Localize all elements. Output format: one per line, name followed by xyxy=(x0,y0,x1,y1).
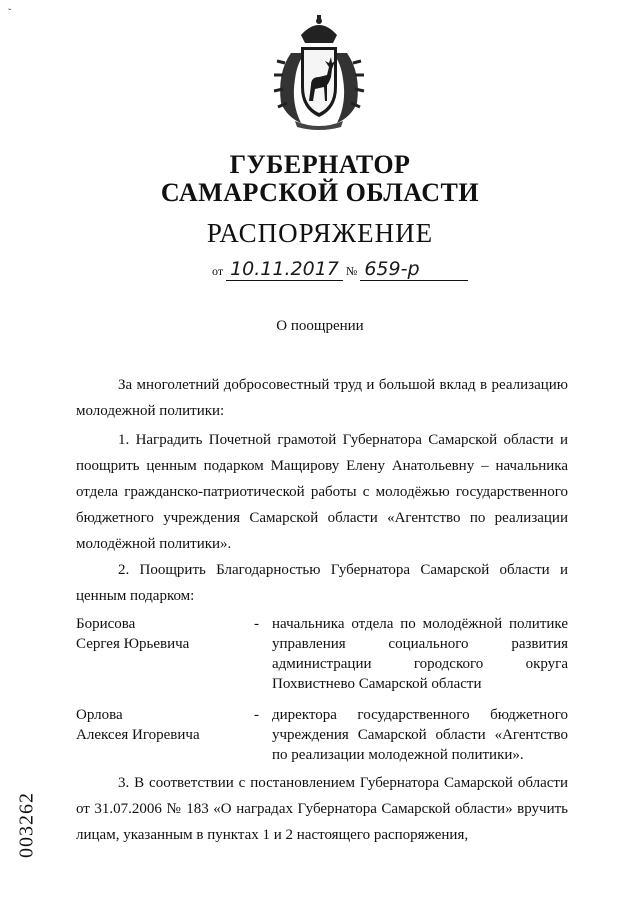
document-subject: О поощрении xyxy=(276,318,364,334)
item-3-text: 3. В соответствии с постановлением Губернатора Самарской области от 31.07.2006 № 183 «О наградах Губернатора Самарской области» вручить лицам, указанным в пунктах 1 и 2 настоящего распоряжения, xyxy=(76,775,568,843)
header-title-region: САМАРСКОЙ ОБЛАСТИ xyxy=(160,178,480,207)
coat-of-arms-icon xyxy=(271,13,367,131)
side-stamp-text: 003262 xyxy=(15,792,38,858)
date-number-line xyxy=(212,258,468,281)
recipient-name xyxy=(76,614,246,654)
handwritten-number: 659-р xyxy=(364,258,420,280)
recipient-position: директора государственного бюджетного учреждения Самарской области «Агентство по реализации молодежной политики». xyxy=(272,707,568,763)
recipient-given-names: Сергея Юрьевича xyxy=(76,636,190,652)
recipient-given-names: Алексея Игоревича xyxy=(76,727,200,743)
number-field xyxy=(360,258,468,281)
number-label: № xyxy=(345,264,358,278)
item-2-text: 2. Поощрить Благодарностью Губернатора Самарской области и ценным подарком: xyxy=(76,562,568,604)
item-3-paragraph xyxy=(76,770,568,848)
handwritten-date: 10.11.2017 xyxy=(230,258,339,280)
date-from-label: от xyxy=(212,264,224,278)
item-2-paragraph xyxy=(76,557,568,609)
document-type-title: РАСПОРЯЖЕНИЕ xyxy=(206,218,434,248)
header-title-governor: ГУБЕРНАТОР xyxy=(229,150,411,179)
corner-mark: ˇ xyxy=(8,8,12,19)
recipient-position: начальника отдела по молодёжной политике управления социального развития администрации городского округа Похвистнево Самарской области xyxy=(272,616,568,692)
recipient-surname: Борисова xyxy=(76,616,136,632)
item-1-paragraph xyxy=(76,427,568,557)
recipient-dash: - xyxy=(254,707,259,723)
intro-paragraph xyxy=(76,372,568,424)
recipient-name xyxy=(76,705,246,745)
date-field xyxy=(226,258,343,281)
recipient-surname: Орлова xyxy=(76,707,123,723)
intro-text: За многолетний добросовестный труд и большой вклад в реализацию молодежной политики: xyxy=(76,377,568,419)
recipient-dash: - xyxy=(254,616,259,632)
item-1-text: 1. Наградить Почетной грамотой Губернатора Самарской области и поощрить ценным подарком Мащирову Елену Анатольевну – начальника отдела гражданско-патриотической работы с молодёжью государственного бюджетного учреждения Самарской области «Агентство по реализации молодёжной политики». xyxy=(76,432,568,552)
side-stamp-number xyxy=(12,775,42,875)
